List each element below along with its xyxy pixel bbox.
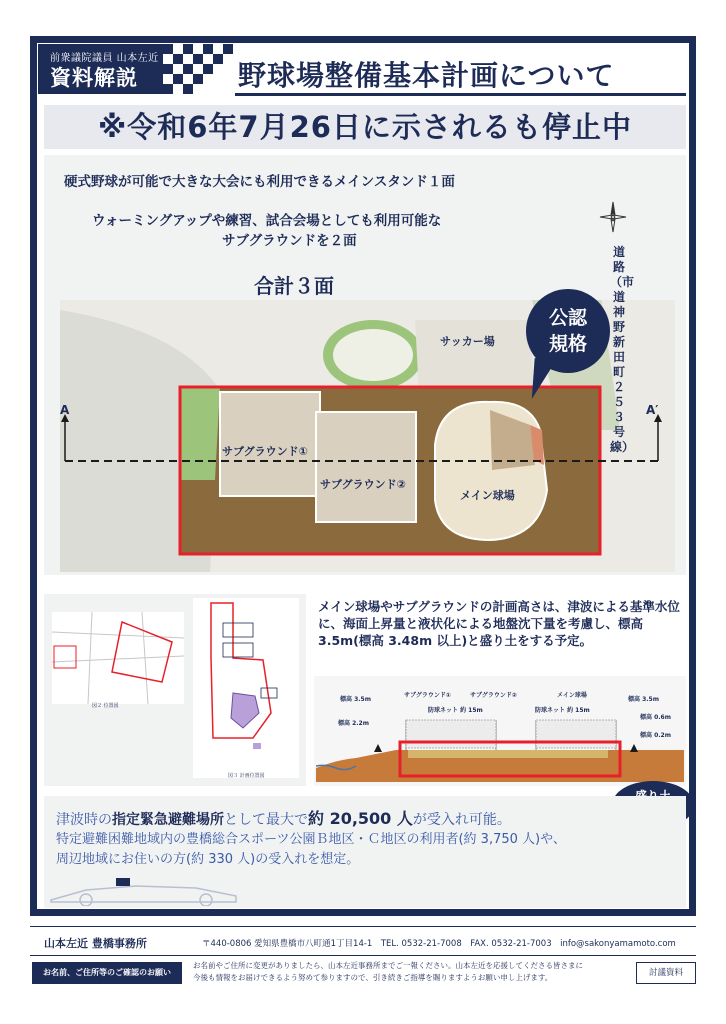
official-standard-badge: 公認 規格	[526, 289, 610, 373]
compass-icon	[598, 200, 628, 234]
page-title: 野球場整備基本計画について	[238, 59, 615, 92]
height-plan-text: メイン球場やサブグラウンドの計画高さは、津波による基準水位に、海面上昇量と液状化による地盤沈下量を考慮し、標高 3.5m(標高 3.48m 以上)と盛り土をする予定。	[318, 599, 680, 648]
evac-pre: 津波時の	[56, 812, 112, 828]
sub-ground-1-label: サブグラウンド①	[222, 445, 308, 458]
evac-num: 約 20,500 人	[308, 809, 413, 828]
net-1-label: 防球ネット 約 15m	[428, 707, 483, 714]
section-a-left: A	[60, 403, 70, 417]
section-main-label: メイン球場	[557, 692, 587, 699]
road-label: 道路（市道 神野新田町２５３号線）	[610, 245, 635, 454]
height-right2-label: 標高 0.6m	[640, 714, 671, 721]
soccer-field-label: サッカー場	[440, 335, 495, 348]
main-stadium-label: メイン球場	[460, 489, 515, 502]
evacuation-line-2: 特定避難困難地域内の豊橋総合スポーツ公園Ｂ地区・Ｃ地区の利用者(約 3,750 人)や、	[56, 832, 566, 847]
office-name: 山本左近 豊橋事務所	[44, 937, 147, 950]
section-sub2-label: サブグラウンド②	[470, 692, 517, 699]
location-map-figure-3	[193, 598, 299, 778]
header-label-box	[38, 44, 163, 94]
header-label: 資料解説	[50, 66, 138, 90]
height-right3-label: 標高 0.2m	[640, 732, 671, 739]
office-contact: 〒440-0806 愛知県豊橋市八町通1丁目14-1 TEL. 0532-21-7008 FAX. 0532-21-7003 info@sakonyamamoto.com	[202, 939, 676, 949]
plan-line-2a: ウォーミングアップや練習、試合会場としても利用可能な	[92, 213, 442, 229]
checker-pattern	[163, 44, 233, 94]
evacuation-line-3: 周辺地域にお住いの方(約 330 人)の受入れを想定。	[56, 852, 360, 867]
location-map-figure-2	[52, 612, 184, 704]
title-underline	[235, 93, 686, 96]
figure-3-caption: 図３ 計画位置図	[228, 773, 265, 779]
height-left-label: 標高 3.5m	[340, 696, 371, 703]
notice-label: お名前、ご住所等のご確認のお願い	[32, 962, 182, 984]
evac-mid: として最大で	[224, 812, 308, 828]
status-banner: ※令和6年7月26日に示されるも停止中	[44, 105, 686, 149]
plan-line-2b: サブグラウンドを２面	[222, 233, 357, 249]
figure-2-caption: 図２ 位置図	[92, 703, 119, 709]
cross-section-diagram	[316, 698, 684, 782]
sub-ground-2-label: サブグラウンド②	[320, 478, 406, 491]
height-right1-label: 標高 3.5m	[628, 696, 659, 703]
race-car-watermark	[46, 866, 246, 906]
plan-line-1: 硬式野球が可能で大きな大会にも利用できるメインスタンド１面	[64, 174, 455, 190]
plan-total: 合計３面	[254, 274, 334, 298]
notice-line-1: お名前やご住所に変更がありましたら、山本左近事務所までご一報ください。山本左近を応援してくださる皆さまに	[193, 961, 583, 970]
notice-line-2: 今後も情報をお届けできるよう努めて参りますので、引き続きご指導を賜りますようお願い申し上げます。	[193, 973, 553, 982]
discussion-material-tag: 討議資料	[636, 962, 696, 984]
section-sub1-label: サブグラウンド①	[404, 692, 451, 699]
notice-text	[193, 960, 628, 984]
height-left2-label: 標高 2.2m	[338, 720, 369, 727]
evac-post: が受入れ可能。	[412, 812, 511, 828]
evacuation-line-1	[56, 806, 511, 829]
header-subtitle: 前衆議院議員 山本左近	[50, 53, 159, 64]
evac-bold: 指定緊急避難場所	[112, 812, 224, 828]
section-a-right: A′	[646, 403, 659, 417]
net-2-label: 防球ネット 約 15m	[535, 707, 590, 714]
